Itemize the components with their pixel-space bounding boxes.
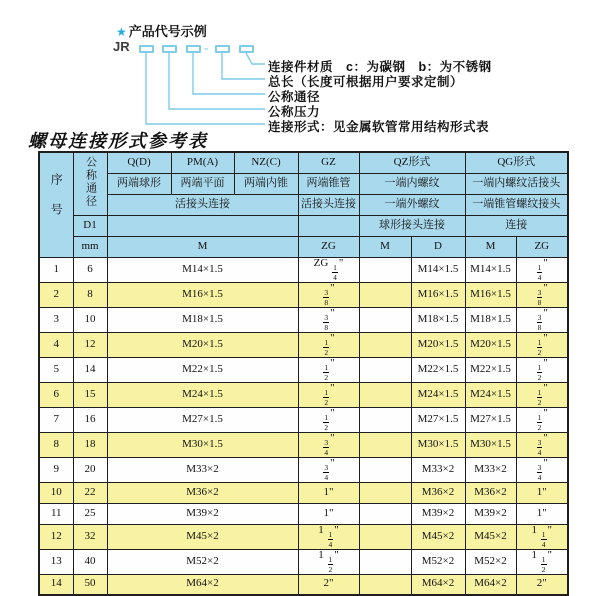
cell-qz-d: M14×1.5 bbox=[411, 257, 465, 282]
table-row bbox=[39, 457, 568, 482]
cell-m: M24×1.5 bbox=[107, 382, 298, 407]
code-box-5 bbox=[239, 45, 254, 53]
cell-dn: 8 bbox=[73, 282, 107, 307]
cell-gz-zg: $\frac{1}{2}$ " bbox=[298, 382, 359, 407]
cell-dn: 10 bbox=[73, 307, 107, 332]
header-qg-desc2: 一端锥管螺纹接头 bbox=[465, 194, 568, 215]
header-col-nz: NZ(C) bbox=[234, 152, 298, 173]
header-qz-m-label: M bbox=[359, 236, 411, 257]
header-col-pm: PM(A) bbox=[171, 152, 234, 173]
cell-m: M22×1.5 bbox=[107, 357, 298, 382]
cell-m: M36×2 bbox=[107, 482, 298, 503]
cell-m: M39×2 bbox=[107, 503, 298, 524]
cell-qg-m: M27×1.5 bbox=[465, 407, 516, 432]
header-col-gz: GZ bbox=[298, 152, 359, 173]
table-title: 螺母连接形式参考表 bbox=[28, 131, 208, 151]
cell-m: M16×1.5 bbox=[107, 282, 298, 307]
cell-qg-m: M33×2 bbox=[465, 457, 516, 482]
cell-gz-zg: 1" bbox=[298, 503, 359, 524]
table-row bbox=[39, 357, 568, 382]
cell-qg-zg: $\frac{3}{4}$ " bbox=[516, 457, 568, 482]
cell-qg-zg: $\frac{3}{8}$ " bbox=[516, 282, 568, 307]
cell-qg-m: M39×2 bbox=[465, 503, 516, 524]
table-row bbox=[39, 407, 568, 432]
cell-gz-zg: $\frac{1}{2}$ " bbox=[298, 357, 359, 382]
cell-dn: 32 bbox=[73, 524, 107, 549]
cell-qz-d: M16×1.5 bbox=[411, 282, 465, 307]
cell-qz-m bbox=[359, 524, 411, 549]
cell-seq: 3 bbox=[39, 307, 73, 332]
cell-seq: 8 bbox=[39, 432, 73, 457]
table-row bbox=[39, 332, 568, 357]
legend-material: 连接件材质 c：为碳钢 b：为不锈钢 bbox=[268, 60, 492, 74]
cell-dn: 40 bbox=[73, 549, 107, 574]
header-pm-desc: 两端平面 bbox=[171, 173, 234, 194]
cell-seq: 13 bbox=[39, 549, 73, 574]
header-qg-desc1: 一端内螺纹活接头 bbox=[465, 173, 568, 194]
header-gz-desc: 两端锥管 bbox=[298, 173, 359, 194]
cell-gz-zg: $\frac{3}{8}$ " bbox=[298, 307, 359, 332]
cell-qz-d: M33×2 bbox=[411, 457, 465, 482]
header-qz-desc2: 一端外螺纹 bbox=[359, 194, 465, 215]
cell-gz-zg: $\frac{3}{8}$ " bbox=[298, 282, 359, 307]
cell-seq: 14 bbox=[39, 574, 73, 595]
header-dn-text: 公称通径 bbox=[84, 155, 97, 208]
code-box-2 bbox=[162, 45, 177, 53]
cell-qz-d: M39×2 bbox=[411, 503, 465, 524]
cell-seq: 2 bbox=[39, 282, 73, 307]
cell-m: M33×2 bbox=[107, 457, 298, 482]
cell-qg-m: M20×1.5 bbox=[465, 332, 516, 357]
cell-seq: 1 bbox=[39, 257, 73, 282]
cell-qg-zg: $\frac{1}{2}$ " bbox=[516, 357, 568, 382]
cell-qz-d: M36×2 bbox=[411, 482, 465, 503]
cell-m: M64×2 bbox=[107, 574, 298, 595]
header-zg-label: ZG bbox=[298, 236, 359, 257]
header-qz-conn: 球形接头连接 bbox=[359, 215, 465, 236]
cell-gz-zg: 1 $\frac{1}{2}$ " bbox=[298, 549, 359, 574]
cell-qz-d: M22×1.5 bbox=[411, 357, 465, 382]
table-body bbox=[39, 257, 568, 595]
cell-dn: 50 bbox=[73, 574, 107, 595]
code-dash: - bbox=[204, 40, 209, 55]
cell-m: M14×1.5 bbox=[107, 257, 298, 282]
code-box-4 bbox=[215, 45, 230, 53]
code-box-3 bbox=[186, 45, 201, 53]
table-row bbox=[39, 549, 568, 574]
cell-qz-m bbox=[359, 503, 411, 524]
cell-qz-m bbox=[359, 457, 411, 482]
cell-qz-d: M52×2 bbox=[411, 549, 465, 574]
cell-qg-m: M45×2 bbox=[465, 524, 516, 549]
cell-qg-zg: $\frac{1}{2}$ " bbox=[516, 407, 568, 432]
star-icon: ★ bbox=[116, 25, 127, 39]
cell-qz-d: M18×1.5 bbox=[411, 307, 465, 332]
code-prefix: JR bbox=[113, 39, 130, 54]
cell-qz-d: M24×1.5 bbox=[411, 382, 465, 407]
cell-qz-m bbox=[359, 574, 411, 595]
cell-qg-m: M64×2 bbox=[465, 574, 516, 595]
cell-qz-m bbox=[359, 382, 411, 407]
header-seq bbox=[39, 152, 73, 257]
cell-qg-zg: $\frac{1}{4}$ " bbox=[516, 257, 568, 282]
table-row bbox=[39, 482, 568, 503]
cell-dn: 22 bbox=[73, 482, 107, 503]
cell-qg-m: M30×1.5 bbox=[465, 432, 516, 457]
cell-gz-zg: $\frac{3}{4}$ " bbox=[298, 457, 359, 482]
header-dn bbox=[73, 152, 107, 215]
header-union-conn: 活接头连接 bbox=[107, 194, 298, 215]
cell-qz-d: M27×1.5 bbox=[411, 407, 465, 432]
header-m-label: M bbox=[107, 236, 298, 257]
cell-seq: 11 bbox=[39, 503, 73, 524]
header-empty-m bbox=[107, 215, 298, 236]
cell-seq: 9 bbox=[39, 457, 73, 482]
cell-qg-m: M22×1.5 bbox=[465, 357, 516, 382]
cell-seq: 5 bbox=[39, 357, 73, 382]
header-empty-gz bbox=[298, 215, 359, 236]
cell-qg-zg: 1" bbox=[516, 482, 568, 503]
cell-dn: 6 bbox=[73, 257, 107, 282]
cell-dn: 18 bbox=[73, 432, 107, 457]
cell-qz-m bbox=[359, 282, 411, 307]
cell-qz-m bbox=[359, 307, 411, 332]
cell-qg-m: M52×2 bbox=[465, 549, 516, 574]
cell-gz-zg: $\frac{1}{2}$ " bbox=[298, 407, 359, 432]
cell-qz-m bbox=[359, 257, 411, 282]
cell-qg-m: M16×1.5 bbox=[465, 282, 516, 307]
cell-qg-zg: $\frac{3}{8}$ " bbox=[516, 307, 568, 332]
header-qz-d-label: D bbox=[411, 236, 465, 257]
cell-m: M52×2 bbox=[107, 549, 298, 574]
cell-gz-zg: $\frac{3}{4}$ " bbox=[298, 432, 359, 457]
legend-length: 总长（长度可根据用户要求定制） bbox=[268, 75, 464, 89]
cell-qz-m bbox=[359, 357, 411, 382]
table-row bbox=[39, 282, 568, 307]
cell-seq: 4 bbox=[39, 332, 73, 357]
cell-gz-zg: ZG $\frac{1}{4}$ " bbox=[298, 257, 359, 282]
cell-qg-zg: 1 $\frac{1}{2}$ " bbox=[516, 549, 568, 574]
cell-qg-zg: 1" bbox=[516, 503, 568, 524]
table-row bbox=[39, 382, 568, 407]
cell-dn: 16 bbox=[73, 407, 107, 432]
cell-gz-zg: $\frac{1}{2}$ " bbox=[298, 332, 359, 357]
header-q-desc: 两端球形 bbox=[107, 173, 171, 194]
cell-qz-d: M30×1.5 bbox=[411, 432, 465, 457]
cell-m: M45×2 bbox=[107, 524, 298, 549]
table-row bbox=[39, 432, 568, 457]
cell-dn: 25 bbox=[73, 503, 107, 524]
cell-qz-d: M45×2 bbox=[411, 524, 465, 549]
table-row bbox=[39, 503, 568, 524]
cell-seq: 7 bbox=[39, 407, 73, 432]
legend-diameter: 公称通径 bbox=[268, 90, 321, 104]
cell-dn: 20 bbox=[73, 457, 107, 482]
cell-gz-zg: 2" bbox=[298, 574, 359, 595]
cell-gz-zg: 1 $\frac{1}{4}$ " bbox=[298, 524, 359, 549]
cell-m: M18×1.5 bbox=[107, 307, 298, 332]
cell-qz-d: M20×1.5 bbox=[411, 332, 465, 357]
table-row bbox=[39, 524, 568, 549]
code-box-1 bbox=[139, 45, 154, 53]
table-row bbox=[39, 257, 568, 282]
cell-qz-m bbox=[359, 482, 411, 503]
cell-qg-m: M18×1.5 bbox=[465, 307, 516, 332]
header-d1: D1 bbox=[73, 215, 107, 236]
cell-seq: 10 bbox=[39, 482, 73, 503]
cell-qg-m: M36×2 bbox=[465, 482, 516, 503]
cell-qg-m: M24×1.5 bbox=[465, 382, 516, 407]
header-qz-desc1: 一端内螺纹 bbox=[359, 173, 465, 194]
legend-pressure: 公称压力 bbox=[268, 105, 321, 119]
legend-connection: 连接形式：见金属软管常用结构形式表 bbox=[268, 120, 490, 134]
header-col-q: Q(D) bbox=[107, 152, 171, 173]
cell-qz-m bbox=[359, 332, 411, 357]
header-col-qg: QG形式 bbox=[465, 152, 568, 173]
cell-qg-m: M14×1.5 bbox=[465, 257, 516, 282]
cell-seq: 6 bbox=[39, 382, 73, 407]
cell-qg-zg: $\frac{1}{2}$ " bbox=[516, 332, 568, 357]
cell-qz-m bbox=[359, 549, 411, 574]
cell-seq: 12 bbox=[39, 524, 73, 549]
cell-m: M30×1.5 bbox=[107, 432, 298, 457]
header-seq-text: 序号 bbox=[49, 172, 64, 233]
cell-dn: 14 bbox=[73, 357, 107, 382]
product-code-heading bbox=[116, 21, 207, 40]
product-code-heading-text: 产品代号示例 bbox=[128, 24, 207, 39]
cell-qg-zg: $\frac{3}{4}$ " bbox=[516, 432, 568, 457]
cell-dn: 15 bbox=[73, 382, 107, 407]
table-row bbox=[39, 574, 568, 595]
header-qg-zg-label: ZG bbox=[516, 236, 568, 257]
table-header bbox=[39, 152, 568, 257]
header-qg-conn: 连接 bbox=[465, 215, 568, 236]
cell-qz-d: M64×2 bbox=[411, 574, 465, 595]
cell-qg-zg: 2" bbox=[516, 574, 568, 595]
cell-qz-m bbox=[359, 407, 411, 432]
cell-m: M20×1.5 bbox=[107, 332, 298, 357]
table-row bbox=[39, 307, 568, 332]
cell-gz-zg: 1" bbox=[298, 482, 359, 503]
header-mm: mm bbox=[73, 236, 107, 257]
cell-qg-zg: 1 $\frac{1}{4}$ " bbox=[516, 524, 568, 549]
cell-dn: 12 bbox=[73, 332, 107, 357]
header-gz-union: 活接头连接 bbox=[298, 194, 359, 215]
cell-m: M27×1.5 bbox=[107, 407, 298, 432]
header-nz-desc: 两端内锥 bbox=[234, 173, 298, 194]
cell-qz-m bbox=[359, 432, 411, 457]
header-col-qz: QZ形式 bbox=[359, 152, 465, 173]
header-qg-m-label: M bbox=[465, 236, 516, 257]
nut-connection-table bbox=[38, 151, 569, 596]
cell-qg-zg: $\frac{1}{2}$ " bbox=[516, 382, 568, 407]
